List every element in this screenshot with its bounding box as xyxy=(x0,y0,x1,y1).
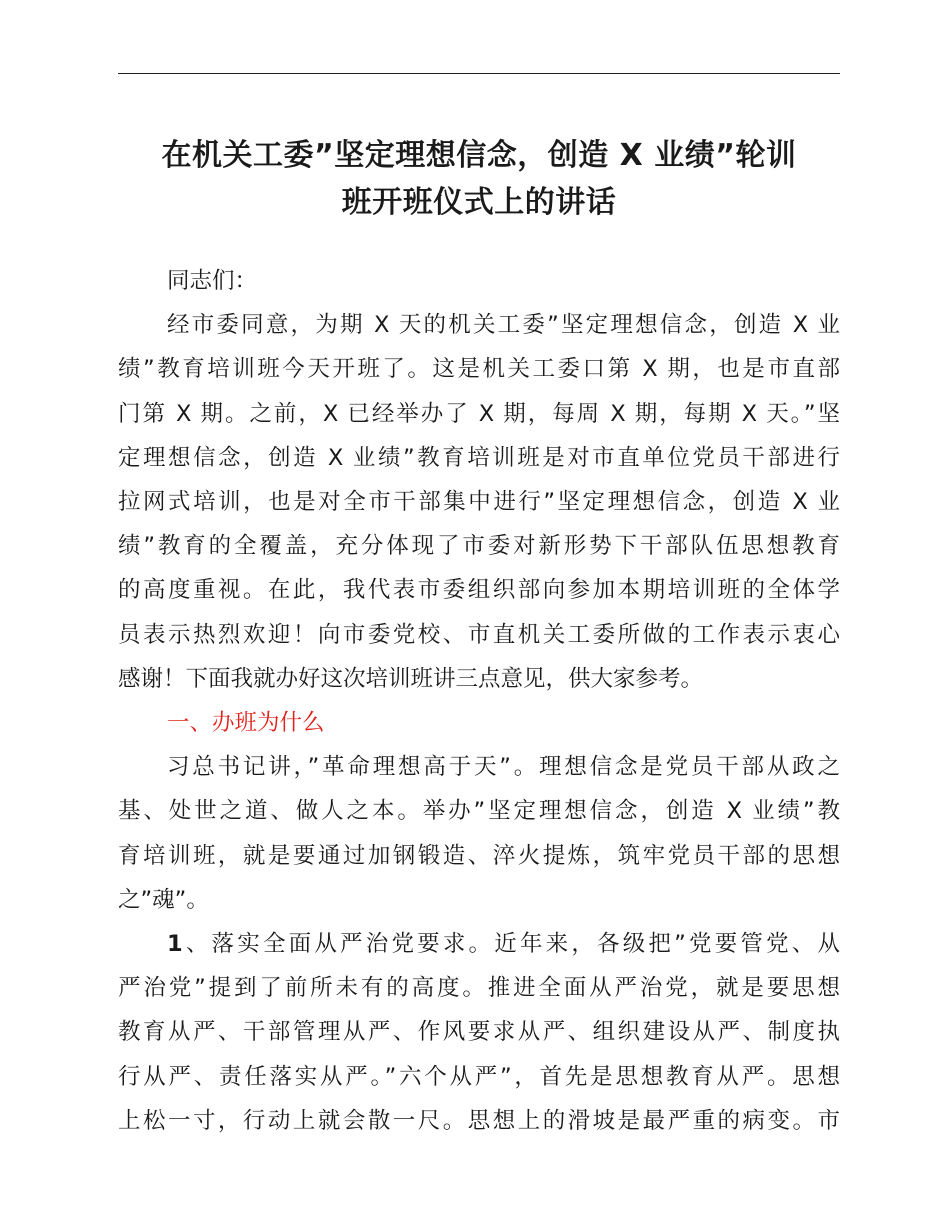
paragraph-1-line: 员表示热烈欢迎！向市委党校、市直机关工委所做的工作表示衷心 xyxy=(118,621,840,648)
paragraph-2-line: 习总书记讲，”革命理想高于天”。理想信念是党员干部从政之 xyxy=(167,754,840,781)
paragraph-2-line: 基、处世之道、做人之本。举办”坚定理想信念，创造 X 业绩”教 xyxy=(118,798,840,825)
paragraph-1-line: 绩”教育培训班今天开班了。这是机关工委口第 X 期，也是市直部 xyxy=(118,356,840,383)
section-1-heading: 一、办班为什么 xyxy=(167,710,325,737)
point-1-line: 严治党”提到了前所未有的高度。推进全面从严治党，就是要思想 xyxy=(118,975,840,1002)
paragraph-2-line: 育培训班，就是要通过加钢锻造、淬火提炼，筑牢党员干部的思想 xyxy=(118,842,840,869)
paragraph-1-line: 感谢！下面我就办好这次培训班讲三点意见，供大家参考。 xyxy=(118,665,704,692)
paragraph-1-line: 门第 X 期。之前，X 已经举办了 X 期，每周 X 期，每期 X 天。”坚 xyxy=(118,400,840,427)
salutation: 同志们： xyxy=(167,268,258,294)
document-body xyxy=(118,259,840,1143)
point-1-first-line xyxy=(118,922,840,966)
document-title xyxy=(118,132,840,226)
point-1-line: 行从严、责任落实从严。”六个从严”，首先是思想教育从严。思想 xyxy=(118,1063,840,1090)
paragraph-1-line: 定理想信念，创造 X 业绩”教育培训班是对市直单位党员干部进行 xyxy=(118,444,840,471)
paragraph-1-line: 绩”教育的全覆盖，充分体现了市委对新形势下干部队伍思想教育 xyxy=(118,533,840,560)
point-1-line: 教育从严、干部管理从严、作风要求从严、组织建设从严、制度执 xyxy=(118,1019,840,1046)
header-rule xyxy=(118,73,840,74)
paragraph-1-line: 经市委同意，为期 X 天的机关工委”坚定理想信念，创造 X 业 xyxy=(167,312,840,339)
paragraph-1-line: 拉网式培训，也是对全市干部集中进行”坚定理想信念，创造 X 业 xyxy=(118,489,840,516)
point-1-number: 1 xyxy=(167,931,183,958)
paragraph-1-line: 的高度重视。在此，我代表市委组织部向参加本期培训班的全体学 xyxy=(118,577,840,604)
title-line-1: 在机关工委”坚定理想信念，创造 X 业绩”轮训 xyxy=(161,138,797,173)
title-line-2: 班开班仪式上的讲话 xyxy=(341,185,617,220)
point-1-line: 上松一寸，行动上就会散一尺。思想上的滑坡是最严重的病变。市 xyxy=(118,1107,840,1134)
paragraph-2-line: 之”魂”。 xyxy=(118,886,209,913)
point-1-first-line-text: 、落实全面从严治党要求。近年来，各级把”党要管党、从 xyxy=(182,931,840,958)
